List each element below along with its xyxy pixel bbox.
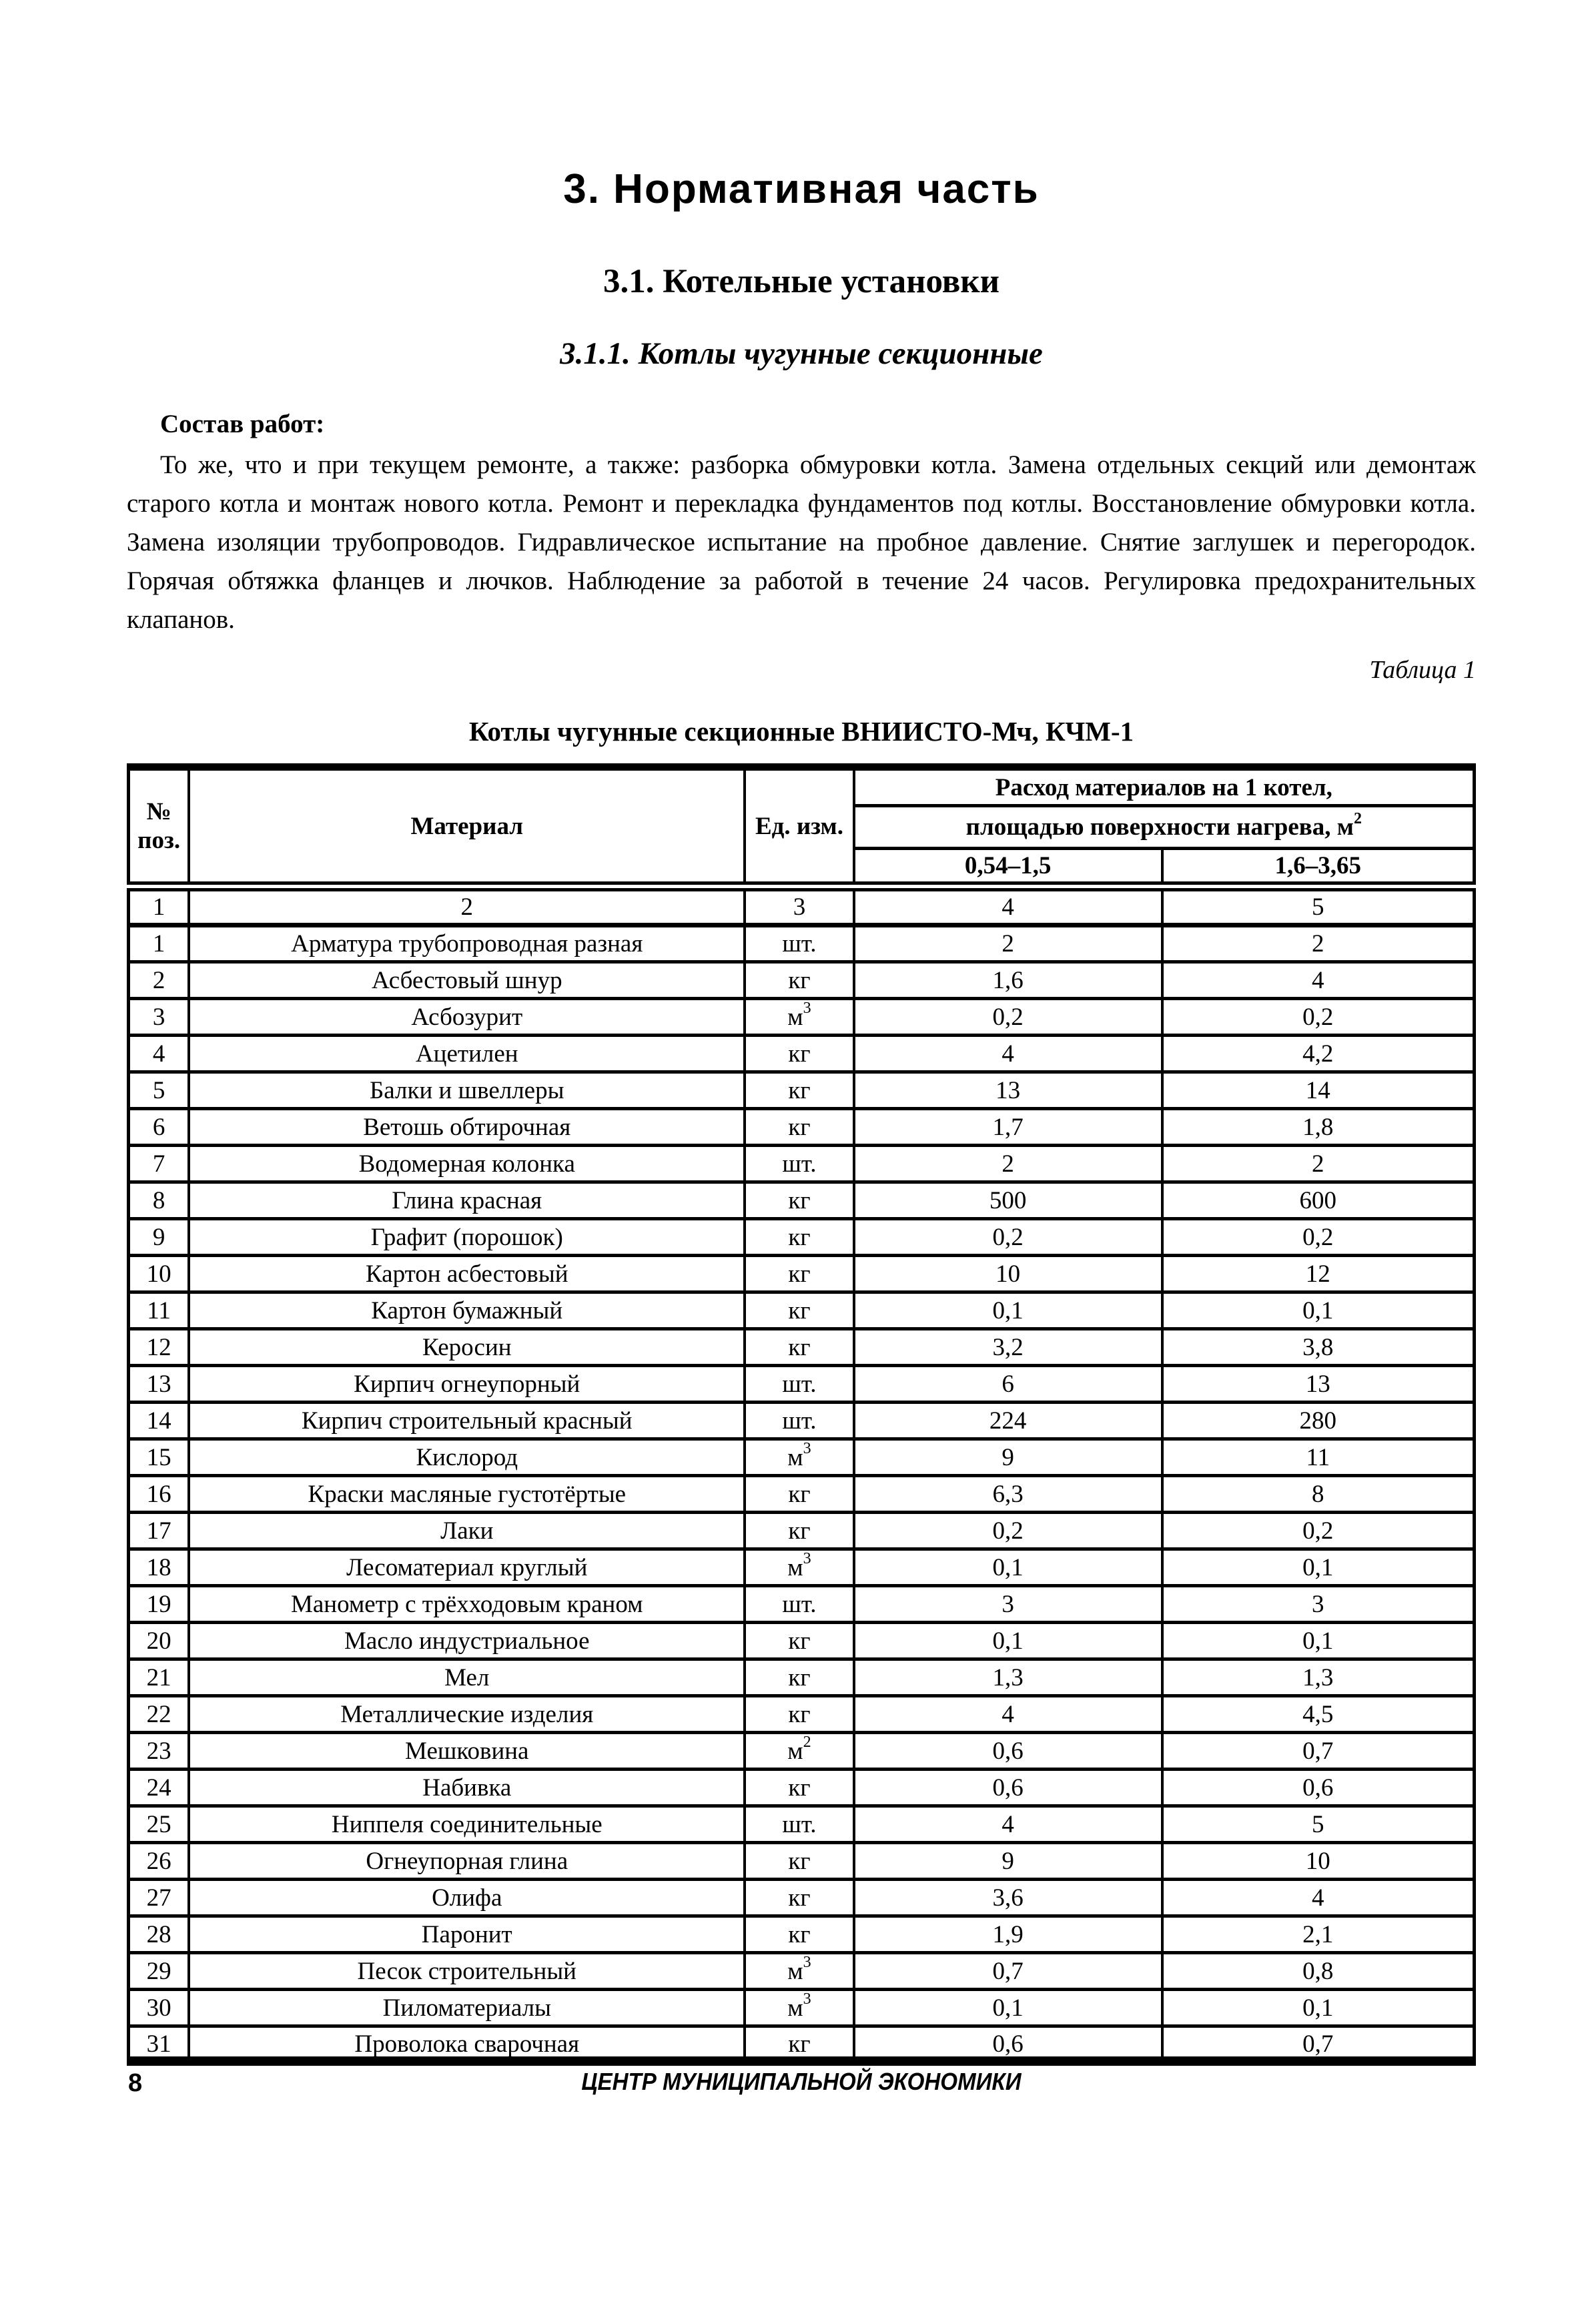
- cell-position: 31: [129, 2026, 189, 2063]
- cell-value-large-range: 2: [1162, 1146, 1475, 1182]
- column-number-5: 5: [1162, 887, 1475, 925]
- cell-value-small-range: 4: [854, 1806, 1162, 1843]
- unit-base: шт.: [782, 1590, 817, 1618]
- cell-value-small-range: 1,7: [854, 1109, 1162, 1146]
- unit-base: м: [787, 1994, 803, 2022]
- unit-base: м: [787, 1003, 803, 1031]
- cell-unit: [745, 1036, 853, 1072]
- cell-value-large-range: 10: [1162, 1843, 1475, 1880]
- unit-base: кг: [788, 1627, 811, 1655]
- unit-base: кг: [788, 1700, 811, 1728]
- cell-unit: [745, 1366, 853, 1403]
- unit-base: кг: [788, 1920, 811, 1948]
- cell-material: Пиломатериалы: [189, 1990, 745, 2026]
- cell-unit: [745, 1329, 853, 1366]
- cell-unit: [745, 1843, 853, 1880]
- footer-organization-text: ЦЕНТР МУНИЦИПАЛЬНОЙ ЭКОНОМИКИ: [581, 2068, 1022, 2095]
- cell-value-large-range: 4: [1162, 962, 1475, 999]
- cell-value-small-range: 0,2: [854, 1219, 1162, 1256]
- cell-position: 5: [129, 1072, 189, 1109]
- cell-unit: [745, 1182, 853, 1219]
- cell-position: 2: [129, 962, 189, 999]
- cell-position: 20: [129, 1623, 189, 1659]
- table-title: Котлы чугунные секционные ВНИИСТО-Мч, КЧМ-1: [468, 716, 1134, 747]
- cell-value-large-range: 280: [1162, 1403, 1475, 1439]
- cell-material: Керосин: [189, 1329, 745, 1366]
- cell-value-small-range: 0,1: [854, 1990, 1162, 2026]
- header-consumption-line1: Расход материалов на 1 котел,: [854, 767, 1475, 806]
- section-title: 3. Нормативная часть: [563, 166, 1040, 212]
- cell-material: Набивка: [189, 1770, 745, 1806]
- unit-base: м: [787, 1957, 803, 1985]
- table-row: [129, 999, 1475, 1036]
- cell-position: 25: [129, 1806, 189, 1843]
- cell-material: Ниппеля соединительные: [189, 1806, 745, 1843]
- unit-superscript: 3: [803, 1990, 811, 2008]
- cell-value-small-range: 4: [854, 1036, 1162, 1072]
- unit-base: кг: [788, 2030, 811, 2058]
- subsection-title: 3.1. Котельные установки: [603, 263, 1000, 300]
- unit-base: кг: [788, 1113, 811, 1141]
- table-row: [129, 1916, 1475, 1953]
- cell-position: 1: [129, 925, 189, 962]
- table-row: [129, 1880, 1475, 1916]
- materials-table-body: [129, 925, 1475, 2063]
- cell-material: Мешковина: [189, 1733, 745, 1770]
- table-reference: Таблица 1: [1369, 656, 1476, 684]
- column-numbers-row: [129, 887, 1475, 925]
- unit-base: кг: [788, 966, 811, 994]
- cell-unit: [745, 1659, 853, 1696]
- unit-base: кг: [788, 1260, 811, 1288]
- table-row: [129, 1439, 1475, 1476]
- unit-base: кг: [788, 1223, 811, 1251]
- header-consumption-line2-text: площадью поверхности нагрева, м: [965, 813, 1354, 841]
- cell-unit: [745, 1439, 853, 1476]
- table-row: [129, 1770, 1475, 1806]
- cell-value-large-range: 8: [1162, 1476, 1475, 1513]
- column-number-3: 3: [745, 887, 853, 925]
- cell-material: Олифа: [189, 1880, 745, 1916]
- unit-base: кг: [788, 1663, 811, 1691]
- cell-value-small-range: 3,6: [854, 1880, 1162, 1916]
- table-row: [129, 1843, 1475, 1880]
- table-row: [129, 1513, 1475, 1549]
- header-material: Материал: [189, 767, 745, 887]
- cell-value-large-range: 0,1: [1162, 1549, 1475, 1586]
- cell-value-small-range: 1,6: [854, 962, 1162, 999]
- cell-unit: [745, 1109, 853, 1146]
- cell-value-small-range: 3: [854, 1586, 1162, 1623]
- unit-base: шт.: [782, 1150, 817, 1178]
- unit-superscript: 3: [803, 1000, 811, 1018]
- cell-value-large-range: 2: [1162, 925, 1475, 962]
- cell-unit: [745, 1219, 853, 1256]
- cell-value-large-range: 2,1: [1162, 1916, 1475, 1953]
- cell-position: 7: [129, 1146, 189, 1182]
- table-row: [129, 1109, 1475, 1146]
- cell-value-small-range: 2: [854, 1146, 1162, 1182]
- unit-base: кг: [788, 1517, 811, 1545]
- cell-value-large-range: 5: [1162, 1806, 1475, 1843]
- cell-value-small-range: 0,6: [854, 1733, 1162, 1770]
- cell-value-small-range: 500: [854, 1182, 1162, 1219]
- cell-value-large-range: 1,3: [1162, 1659, 1475, 1696]
- cell-value-large-range: 4,5: [1162, 1696, 1475, 1733]
- table-row: [129, 1329, 1475, 1366]
- cell-unit: [745, 1146, 853, 1182]
- cell-position: 18: [129, 1549, 189, 1586]
- cell-position: 28: [129, 1916, 189, 1953]
- header-consumption-line2: [854, 806, 1475, 849]
- cell-position: 21: [129, 1659, 189, 1696]
- cell-value-small-range: 9: [854, 1843, 1162, 1880]
- cell-material: Ветошь обтирочная: [189, 1109, 745, 1146]
- unit-base: кг: [788, 1040, 811, 1068]
- cell-unit: [745, 1256, 853, 1292]
- header-range-large: 1,6–3,65: [1162, 849, 1475, 887]
- cell-material: Проволока сварочная: [189, 2026, 745, 2063]
- cell-value-large-range: 600: [1162, 1182, 1475, 1219]
- page-number: 8: [128, 2069, 143, 2097]
- cell-value-large-range: 0,1: [1162, 1623, 1475, 1659]
- cell-value-large-range: 0,8: [1162, 1953, 1475, 1990]
- unit-superscript: 3: [803, 1440, 811, 1458]
- unit-base: кг: [788, 1480, 811, 1508]
- cell-value-large-range: 0,7: [1162, 1733, 1475, 1770]
- table-row: [129, 1182, 1475, 1219]
- cell-unit: [745, 1953, 853, 1990]
- cell-value-large-range: 0,2: [1162, 1219, 1475, 1256]
- cell-value-large-range: 1,8: [1162, 1109, 1475, 1146]
- table-row: [129, 1990, 1475, 2026]
- cell-material: Песок строительный: [189, 1953, 745, 1990]
- page-content: [127, 0, 1476, 2066]
- cell-position: 8: [129, 1182, 189, 1219]
- unit-base: шт.: [782, 1407, 817, 1435]
- cell-value-small-range: 9: [854, 1439, 1162, 1476]
- cell-unit: [745, 1586, 853, 1623]
- unit-base: м: [787, 1737, 803, 1765]
- cell-value-small-range: 0,6: [854, 2026, 1162, 2063]
- cell-position: 24: [129, 1770, 189, 1806]
- cell-value-large-range: 3: [1162, 1586, 1475, 1623]
- cell-material: Паронит: [189, 1916, 745, 1953]
- cell-material: Ацетилен: [189, 1036, 745, 1072]
- table-row: [129, 1586, 1475, 1623]
- table-row: [129, 1036, 1475, 1072]
- table-row: [129, 1696, 1475, 1733]
- cell-unit: [745, 1403, 853, 1439]
- table-row: [129, 1292, 1475, 1329]
- cell-position: 17: [129, 1513, 189, 1549]
- works-description: То же, что и при текущем ремонте, а также: разборка обмуровки котла. Замена отдельных секций или демонтаж старого котла и монтаж нового котла. Ремонт и перекладка фундаментов под котлы. Восстановление обмуровки котла. Замена изоляции трубопроводов. Гидравлическое испытание на пробное давление. Снятие заглушек и перегородок. Горячая обтяжка фланцев и лючков. Наблюдение за работой в течение 24 часов. Регулировка предохранительных клапанов.: [127, 450, 1476, 634]
- cell-value-large-range: 0,1: [1162, 1990, 1475, 2026]
- unit-superscript: 3: [803, 1550, 811, 1568]
- cell-value-small-range: 0,1: [854, 1549, 1162, 1586]
- table-row: [129, 1256, 1475, 1292]
- cell-position: 6: [129, 1109, 189, 1146]
- cell-unit: [745, 1733, 853, 1770]
- cell-position: 9: [129, 1219, 189, 1256]
- cell-value-large-range: 3,8: [1162, 1329, 1475, 1366]
- cell-value-small-range: 0,1: [854, 1292, 1162, 1329]
- cell-position: 11: [129, 1292, 189, 1329]
- table-row: [129, 1953, 1475, 1990]
- cell-unit: [745, 925, 853, 962]
- table-row: [129, 1549, 1475, 1586]
- table-row: [129, 962, 1475, 999]
- cell-material: Графит (порошок): [189, 1219, 745, 1256]
- header-consumption-superscript: 2: [1353, 809, 1362, 827]
- column-number-1: 1: [129, 887, 189, 925]
- unit-base: кг: [788, 1847, 811, 1875]
- unit-superscript: 3: [803, 1954, 811, 1972]
- cell-material: Масло индустриальное: [189, 1623, 745, 1659]
- cell-material: Манометр с трёхходовым краном: [189, 1586, 745, 1623]
- cell-value-large-range: 0,7: [1162, 2026, 1475, 2063]
- cell-value-large-range: 13: [1162, 1366, 1475, 1403]
- cell-material: Балки и швеллеры: [189, 1072, 745, 1109]
- unit-base: шт.: [782, 1370, 817, 1398]
- cell-unit: [745, 1549, 853, 1586]
- cell-material: Металлические изделия: [189, 1696, 745, 1733]
- unit-base: кг: [788, 1186, 811, 1214]
- cell-unit: [745, 999, 853, 1036]
- unit-base: кг: [788, 1333, 811, 1361]
- cell-value-small-range: 0,2: [854, 1513, 1162, 1549]
- cell-unit: [745, 1072, 853, 1109]
- cell-value-small-range: 1,9: [854, 1916, 1162, 1953]
- cell-position: 15: [129, 1439, 189, 1476]
- works-composition-label: Состав работ:: [160, 410, 325, 438]
- cell-value-small-range: 0,7: [854, 1953, 1162, 1990]
- column-number-4: 4: [854, 887, 1162, 925]
- table-row: [129, 1476, 1475, 1513]
- cell-position: 10: [129, 1256, 189, 1292]
- cell-material: Асбестовый шнур: [189, 962, 745, 999]
- materials-table: [127, 763, 1476, 2066]
- unit-base: кг: [788, 1884, 811, 1912]
- cell-value-small-range: 0,1: [854, 1623, 1162, 1659]
- table-row: [129, 1659, 1475, 1696]
- header-unit: Ед. изм.: [745, 767, 853, 887]
- table-row: [129, 1733, 1475, 1770]
- cell-material: Кирпич огнеупорный: [189, 1366, 745, 1403]
- unit-base: кг: [788, 1774, 811, 1802]
- unit-base: кг: [788, 1076, 811, 1104]
- materials-table-head: [129, 767, 1475, 925]
- cell-material: Кислород: [189, 1439, 745, 1476]
- unit-base: м: [787, 1553, 803, 1581]
- cell-position: 12: [129, 1329, 189, 1366]
- cell-value-small-range: 0,2: [854, 999, 1162, 1036]
- cell-value-small-range: 2: [854, 925, 1162, 962]
- cell-unit: [745, 1513, 853, 1549]
- cell-value-large-range: 0,1: [1162, 1292, 1475, 1329]
- unit-base: шт.: [782, 1810, 817, 1838]
- cell-value-large-range: 4: [1162, 1880, 1475, 1916]
- cell-value-small-range: 3,2: [854, 1329, 1162, 1366]
- unit-superscript: 2: [803, 1733, 811, 1752]
- table-row: [129, 1219, 1475, 1256]
- cell-material: Водомерная колонка: [189, 1146, 745, 1182]
- cell-value-large-range: 4,2: [1162, 1036, 1475, 1072]
- cell-material: Картон бумажный: [189, 1292, 745, 1329]
- cell-value-small-range: 13: [854, 1072, 1162, 1109]
- cell-material: Огнеупорная глина: [189, 1843, 745, 1880]
- cell-unit: [745, 1770, 853, 1806]
- unit-base: шт.: [782, 930, 817, 957]
- cell-value-large-range: 14: [1162, 1072, 1475, 1109]
- cell-value-small-range: 6,3: [854, 1476, 1162, 1513]
- cell-position: 26: [129, 1843, 189, 1880]
- cell-position: 4: [129, 1036, 189, 1072]
- cell-position: 14: [129, 1403, 189, 1439]
- header-range-small: 0,54–1,5: [854, 849, 1162, 887]
- cell-position: 13: [129, 1366, 189, 1403]
- cell-material: Лесоматериал круглый: [189, 1549, 745, 1586]
- cell-value-small-range: 224: [854, 1403, 1162, 1439]
- cell-material: Картон асбестовый: [189, 1256, 745, 1292]
- cell-unit: [745, 1292, 853, 1329]
- cell-value-small-range: 4: [854, 1696, 1162, 1733]
- cell-unit: [745, 962, 853, 999]
- cell-value-small-range: 6: [854, 1366, 1162, 1403]
- cell-unit: [745, 1623, 853, 1659]
- cell-position: 27: [129, 1880, 189, 1916]
- cell-unit: [745, 1806, 853, 1843]
- footer-inner: [127, 2061, 1476, 2121]
- subsubsection-title: 3.1.1. Котлы чугунные секционные: [560, 336, 1043, 371]
- cell-material: Арматура трубопроводная разная: [189, 925, 745, 962]
- unit-base: м: [787, 1443, 803, 1471]
- cell-material: Глина красная: [189, 1182, 745, 1219]
- table-row: [129, 1366, 1475, 1403]
- cell-unit: [745, 1990, 853, 2026]
- table-row: [129, 1623, 1475, 1659]
- header-row-1: [129, 767, 1475, 806]
- cell-position: 30: [129, 1990, 189, 2026]
- cell-unit: [745, 1476, 853, 1513]
- cell-material: Кирпич строительный красный: [189, 1403, 745, 1439]
- cell-unit: [745, 1696, 853, 1733]
- cell-position: 23: [129, 1733, 189, 1770]
- cell-material: Краски масляные густотёртые: [189, 1476, 745, 1513]
- cell-value-small-range: 10: [854, 1256, 1162, 1292]
- cell-value-large-range: 0,6: [1162, 1770, 1475, 1806]
- cell-value-large-range: 0,2: [1162, 1513, 1475, 1549]
- header-pos: № поз.: [129, 767, 189, 887]
- cell-value-small-range: 1,3: [854, 1659, 1162, 1696]
- cell-position: 22: [129, 1696, 189, 1733]
- cell-material: Асбозурит: [189, 999, 745, 1036]
- column-number-2: 2: [189, 887, 745, 925]
- unit-base: кг: [788, 1296, 811, 1324]
- cell-unit: [745, 1916, 853, 1953]
- table-row: [129, 1403, 1475, 1439]
- table-row: [129, 1806, 1475, 1843]
- page-footer: [127, 2056, 1476, 2121]
- cell-position: 29: [129, 1953, 189, 1990]
- cell-value-small-range: 0,6: [854, 1770, 1162, 1806]
- cell-value-large-range: 11: [1162, 1439, 1475, 1476]
- cell-material: Мел: [189, 1659, 745, 1696]
- table-row: [129, 1072, 1475, 1109]
- cell-material: Лаки: [189, 1513, 745, 1549]
- cell-position: 16: [129, 1476, 189, 1513]
- cell-position: 19: [129, 1586, 189, 1623]
- table-row: [129, 1146, 1475, 1182]
- cell-position: 3: [129, 999, 189, 1036]
- cell-value-large-range: 0,2: [1162, 999, 1475, 1036]
- cell-unit: [745, 1880, 853, 1916]
- cell-value-large-range: 12: [1162, 1256, 1475, 1292]
- table-row: [129, 925, 1475, 962]
